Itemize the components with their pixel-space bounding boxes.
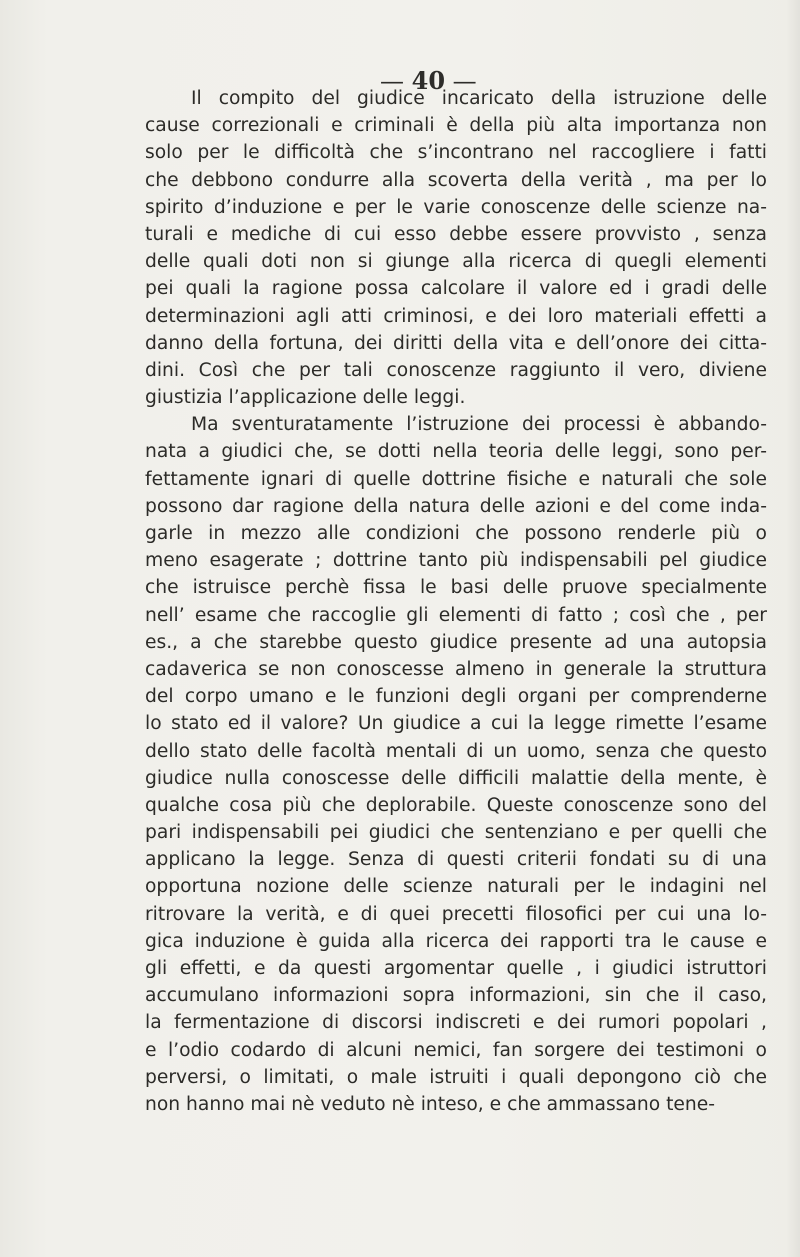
paragraph <box>145 85 767 411</box>
text-line: pei quali la ragione possa calcolare il valore ed i gradi delle <box>145 278 767 300</box>
text-line: Il compito del giudice incaricato della istruzione delle <box>191 88 767 109</box>
page-number-dash-left: — <box>380 67 412 95</box>
text-line: nata a giudici che, se dotti nella teoria delle leggi, sono per- <box>145 441 767 463</box>
text-line: che istruisce perchè fissa le basi delle pruove specialmente <box>145 577 767 599</box>
text-line: determinazioni agli atti criminosi, e dei loro materiali effetti a <box>145 305 767 327</box>
text-line: nell’ esame che raccoglie gli elementi di fatto ; così che , per <box>145 604 767 626</box>
paragraph <box>145 411 767 1118</box>
page-edge-shadow <box>786 0 800 1257</box>
text-line: garle in mezzo alle condizioni che possono renderle più o <box>145 523 767 544</box>
text-line: che debbono condurre alla scoverta della verità , ma per lo <box>145 169 767 191</box>
text-line: cause correzionali e criminali è della più alta importanza non <box>145 115 767 137</box>
text-line: dini. Così che per tali conoscenze raggiunto il vero, diviene <box>145 359 767 381</box>
text-line: fettamente ignari di quelle dottrine fisiche e naturali che sole <box>145 468 767 490</box>
text-line: gli effetti, e da questi argomentar quelle , i giudici istruttori <box>145 958 767 979</box>
text-line: spirito d’induzione e per le varie conoscenze delle scienze na- <box>145 196 767 218</box>
text-line: accumulano informazioni sopra informazioni, sin che il caso, <box>145 985 767 1007</box>
text-line: cadaverica se non conoscesse almeno in generale la struttura <box>145 658 767 680</box>
text-line: danno della fortuna, dei diritti della vita e dell’onore dei citta- <box>145 332 767 354</box>
text-line: es., a che starebbe questo giudice presente ad una autopsia <box>145 631 767 653</box>
text-line: delle quali doti non si giunge alla ricerca di quegli elementi <box>145 251 767 273</box>
text-line: qualche cosa più che deplorabile. Queste conoscenze sono del <box>145 794 767 816</box>
text-line: pari indispensabili pei giudici che sentenziano e per quelli che <box>145 822 767 844</box>
page-number-value: 40 <box>411 66 446 95</box>
text-line: lo stato ed il valore? Un giudice a cui la legge rimette l’esame <box>145 713 767 735</box>
text-line: la fermentazione di discorsi indiscreti e dei rumori popolari , <box>145 1012 767 1034</box>
text-line: giudice nulla conoscesse delle difficili malattie della mente, è <box>145 767 767 789</box>
text-line: non hanno mai nè veduto nè inteso, e che ammassano tene- <box>145 1093 715 1115</box>
text-line: applicano la legge. Senza di questi criterii fondati su di una <box>145 849 767 871</box>
text-line: possono dar ragione della natura delle azioni e del come inda- <box>145 495 767 517</box>
body-text <box>145 85 767 1118</box>
text-line: ritrovare la verità, e di quei precetti filosofici per cui una lo- <box>145 903 767 925</box>
text-line: opportuna nozione delle scienze naturali per le indagini nel <box>145 876 767 898</box>
page-number-dash-right: — <box>445 67 477 95</box>
text-line: giustizia l’applicazione delle leggi. <box>145 387 466 409</box>
text-line: gica induzione è guida alla ricerca dei rapporti tra le cause e <box>145 930 767 952</box>
text-line: del corpo umano e le funzioni degli organi per comprenderne <box>145 686 767 708</box>
text-line: Ma sventuratamente l’istruzione dei processi è abbando- <box>191 414 767 436</box>
text-line: meno esagerate ; dottrine tanto più indispensabili pel giudice <box>145 550 767 572</box>
text-line: perversi, o limitati, o male istruiti i quali depongono ciò che <box>145 1066 767 1088</box>
text-line: solo per le difficoltà che s’incontrano nel raccogliere i fatti <box>145 142 767 164</box>
text-line: turali e mediche di cui esso debbe essere provvisto , senza <box>145 223 767 245</box>
text-line: dello stato delle facoltà mentali di un uomo, senza che questo <box>145 740 767 762</box>
text-line: e l’odio codardo di alcuni nemici, fan sorgere dei testimoni o <box>145 1039 767 1061</box>
